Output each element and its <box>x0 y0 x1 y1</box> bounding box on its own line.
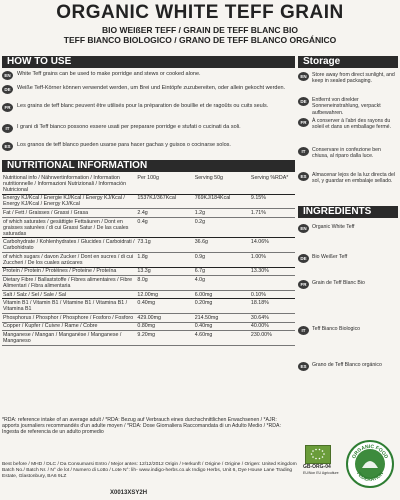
ingredient-item <box>298 254 398 263</box>
nutrition-row <box>2 290 295 299</box>
lang-badge: ES <box>2 142 13 151</box>
storage-item <box>298 97 398 116</box>
rda-footnote: *RDA: reference intake of an average adult / *RDA: Bezug auf Verbrauch eines durchschnittlichen Erwachsenen / *AJR: apports journaliers recommandés d'un adulte moyen / *RDA: Dose Giornaliera Raccomandata di un Adulto Medio / *RDA: Ingesta de referencia de un adulto promedio <box>2 417 281 435</box>
value-per-100g: 0.4g <box>136 217 193 238</box>
ingredient-text: Bio Weißer Teff <box>312 254 348 260</box>
how-to-use-heading: HOW TO USE <box>2 56 295 68</box>
how-to-use-text: I grani di Teff bianco possono essere usati per preparare porridge e stufati o cucinati da soli. <box>17 124 241 130</box>
barcode-text: X0013XSY2H <box>110 490 148 496</box>
value-per-100g: 2.4g <box>136 209 193 218</box>
storage-text: Conservare in confezione ben chiusa, al riparo dalla luce. <box>312 147 381 160</box>
product-subtitle-1: BIO WEIßER TEFF / GRAIN DE TEFF BLANC BIO <box>102 25 298 35</box>
storage-text: Store away from direct sunlight, and keep in sealed packaging. <box>312 72 395 85</box>
nutrition-heading: NUTRITIONAL INFORMATION <box>2 160 295 172</box>
storage-item <box>298 72 398 85</box>
storage-item <box>298 147 398 160</box>
nutrient-label: of which saturates / gesättigte Fettsäuren / Dont en graisses saturées / di cui Grassi Satur / De las cuales saturadas <box>2 217 136 238</box>
nutrition-row <box>2 217 295 238</box>
value-rda: 1.00% <box>250 252 295 267</box>
organic-food-federation-seal <box>346 440 394 488</box>
ingredient-text: Organic White Teff <box>312 224 355 230</box>
value-per-100g: 73.1g <box>136 238 193 253</box>
how-to-use-text: Les grains de teff blanc peuvent être utilisés pour la préparation de bouillie et de ragoûts ou cuits seuls. <box>17 103 269 109</box>
value-per-serving: 6.7g <box>194 267 250 276</box>
ingredient-item <box>298 362 398 371</box>
how-to-use-text: White Teff grains can be used to make porridge and stews or cooked alone. <box>17 71 201 77</box>
nutrition-header-row <box>2 174 295 194</box>
value-per-serving: 214.50mg <box>194 313 250 322</box>
storage-text: À conserver à l'abri des rayons du soleil et dans un emballage fermé. <box>312 118 392 131</box>
nutrition-header-label: Nutritional info / Nährwertinformation / Information nutritionnelle / Informazioni Nutrizionali / Información Nutricional <box>2 174 136 194</box>
certification-code: GB-ORG-04 <box>303 464 331 470</box>
lang-badge: EN <box>2 71 13 80</box>
nutrition-header-per100: Per 100g <box>136 174 193 194</box>
value-rda: 14.06% <box>250 238 295 253</box>
best-before-origin-text: Best before / MHD / DLC / Da Consumarsi Entro / Mejor antes: 12/12/2012 Origin / Herkunft / Origine / Origine / Origen: United Kingdom Batch No./ Batch Nr. / N° de lot / Numero di Lotto / Lote N°: lih- www.indigo-herbs.co.uk Indigo Herbs, Unit 6, Dye House Lane Trading Estate, Glastonbury, BA6 9LZ <box>2 462 297 479</box>
value-per-serving: 0.20mg <box>194 299 250 314</box>
value-per-100g: 429.00mg <box>136 313 193 322</box>
storage-heading: Storage <box>298 56 398 68</box>
value-per-100g: 1.8g <box>136 252 193 267</box>
value-per-100g: 8.0g <box>136 276 193 291</box>
lang-badge: FR <box>298 118 309 127</box>
value-rda <box>250 217 295 238</box>
nutrition-row <box>2 252 295 267</box>
value-per-serving: 0.9g <box>194 252 250 267</box>
ingredient-item <box>298 326 398 335</box>
value-per-100g: 0.40mg <box>136 299 193 314</box>
lang-badge: EN <box>298 224 309 233</box>
nutrient-label: Protein / Protein / Protéines / Proteine / Proteína <box>2 267 136 276</box>
seal-bottom-text: FEDERATION <box>355 470 385 484</box>
value-rda: 30.64% <box>250 313 295 322</box>
lang-badge: FR <box>2 103 13 112</box>
product-title: ORGANIC WHITE TEFF GRAIN <box>56 2 344 23</box>
ingredient-text: Grain de Teff Blanc Bio <box>312 280 365 286</box>
product-subtitle-2: TEFF BIANCO BIOLOGICO / GRANO DE TEFF BLANCO ORGÁNICO <box>63 35 337 45</box>
lang-badge: FR <box>298 280 309 289</box>
storage-item <box>298 172 398 185</box>
value-per-100g: 12.00mg <box>136 290 193 299</box>
nutrition-row <box>2 194 295 209</box>
nutrition-row <box>2 209 295 218</box>
value-rda: 0.10% <box>250 290 295 299</box>
value-rda: 230.00% <box>250 331 295 346</box>
ingredient-item <box>298 224 398 233</box>
how-to-use-item <box>2 142 295 151</box>
value-rda: 13.30% <box>250 267 295 276</box>
nutrition-row <box>2 267 295 276</box>
lang-badge: ES <box>298 172 309 181</box>
value-rda: 1.71% <box>250 209 295 218</box>
nutrition-row <box>2 313 295 322</box>
nutrient-label: Phosphorus / Phosphor / Phosphore / Fosforo / Fosforo <box>2 313 136 322</box>
nutrient-label: Vitamin B1 / Vitamin B1 / Vitamine B1 / Vitamina B1 / Vitamina B1 <box>2 299 136 314</box>
lang-badge: IT <box>298 147 309 156</box>
seal-top-text: ORGANIC FOOD <box>351 443 389 460</box>
how-to-use-text: Los granos de teff blanco pueden usarse para hacer gachas y guisos o cocinarse solos. <box>17 142 231 148</box>
how-to-use-text: Weiße Teff-Körner können verwendet werden, um Brei und Eintöpfe zuzubereiten, oder allein gekocht werden. <box>17 85 286 91</box>
how-to-use-item <box>2 124 295 133</box>
value-per-serving: 36.6g <box>194 238 250 253</box>
nutrition-header-rda: Serving %RDA* <box>250 174 295 194</box>
nutrient-label: Dietary Fibre / Ballaststoffe / Fibres alimentaires / Fibre Alimentari / Fibra alimentaria <box>2 276 136 291</box>
value-rda: 9.15% <box>250 194 295 209</box>
value-per-serving: 769KJ/184Kcal <box>194 194 250 209</box>
value-per-serving: 4.0g <box>194 276 250 291</box>
certification-subtext: EU/Non EU Agriculture <box>303 471 339 475</box>
lang-badge: IT <box>2 124 13 133</box>
ingredient-item <box>298 280 398 289</box>
ingredient-text: Grano de Teff Blanco orgánico <box>312 362 382 368</box>
nutrient-label: Fat / Fett / Graisses / Grassi / Grasa <box>2 209 136 218</box>
nutrition-row <box>2 238 295 253</box>
nutrient-label: Salt / Salz / Sel / Sale / Sal <box>2 290 136 299</box>
ingredient-text: Teff Bianco Biologico <box>312 326 361 332</box>
lang-badge: ES <box>298 362 309 371</box>
nutrition-row <box>2 276 295 291</box>
nutrition-row <box>2 331 295 346</box>
nutrient-label: Energy KJ/Kcal / Energie KJ/Kcal / Energy KJ/Kcal / Energy KJ/Kcal / Energy KJ/Kcal <box>2 194 136 209</box>
how-to-use-item <box>2 85 295 94</box>
nutrient-label: of which sugars / davon Zucker / Dont en sucres / di cui Zuccheri / De los cuales azúcares <box>2 252 136 267</box>
nutrition-row <box>2 299 295 314</box>
storage-text: Almacenar lejos de la luz directa del sol, y guardar en embalaje sellado. <box>312 172 396 185</box>
lang-badge: DE <box>298 97 309 106</box>
nutrition-header-per50: Serving 50g <box>194 174 250 194</box>
nutrition-table <box>2 174 295 346</box>
value-rda <box>250 276 295 291</box>
value-per-100g: 9.20mg <box>136 331 193 346</box>
value-per-serving: 6.00mg <box>194 290 250 299</box>
value-per-serving: 0.2g <box>194 217 250 238</box>
value-per-100g: 0.80mg <box>136 322 193 331</box>
eu-organic-leaf-icon <box>305 445 331 464</box>
nutrient-label: Copper / Kupfer / Cuivre / Rame / Cobre <box>2 322 136 331</box>
storage-text: Entfernt von direkter Sonneneinstrahlung, verpackt aufbewahren. <box>312 97 381 116</box>
nutrition-body <box>2 194 295 345</box>
how-to-use-item <box>2 71 295 80</box>
lang-badge: DE <box>298 254 309 263</box>
lang-badge: EN <box>298 72 309 81</box>
value-per-serving: 4.60mg <box>194 331 250 346</box>
value-per-100g: 1537KJ/367Kcal <box>136 194 193 209</box>
value-rda: 18.18% <box>250 299 295 314</box>
ingredients-heading: INGREDIENTS <box>298 206 398 218</box>
value-per-serving: 0.40mg <box>194 322 250 331</box>
nutrition-row <box>2 322 295 331</box>
how-to-use-item <box>2 103 295 112</box>
lang-badge: IT <box>298 326 309 335</box>
value-per-100g: 13.3g <box>136 267 193 276</box>
value-per-serving: 1.2g <box>194 209 250 218</box>
lang-badge: DE <box>2 85 13 94</box>
value-rda: 40.00% <box>250 322 295 331</box>
nutrient-label: Carbohydrate / Kohlenhydrates / Glucides / Carboidrati / Carbohidrato <box>3 239 135 252</box>
nutrient-label: Manganese / Mangan / Manganèse / Manganese / Manganeso <box>2 331 136 346</box>
storage-item <box>298 118 398 131</box>
